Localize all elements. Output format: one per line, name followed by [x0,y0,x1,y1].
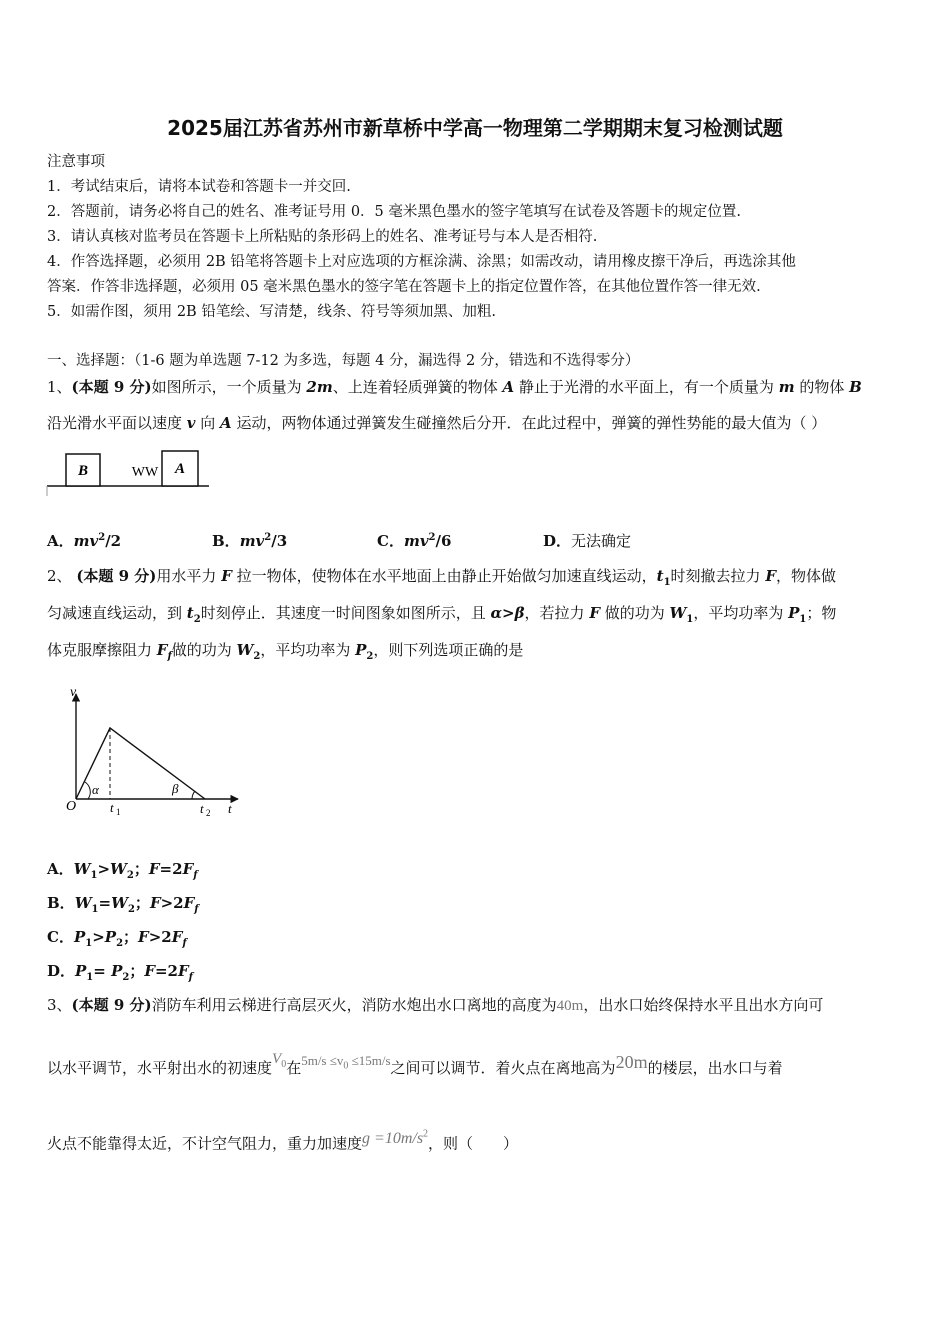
notice-item: 3．请认真核对监考员在答题卡上所粘贴的条形码上的姓名、准考证号与本人是否相符. [47,229,598,245]
q2-force: F [221,567,232,585]
q2-text: ，若拉力 [524,604,590,622]
spring: WW [131,465,159,480]
q2-text: ，平均功率为 [693,604,789,622]
notice-item: 答案．作答非选择题，必须用 05 毫米黑色墨水的签字笔在答题卡上的指定位置作答，在其他位置作答一律无效. [47,279,761,295]
q2-option-a[interactable]: A．$W_1>W_2$；$F=2F_f$ [47,860,198,881]
q3-gravity: g =10m/s [362,1130,424,1148]
q2-power: P [355,641,367,659]
q2-work: W [669,604,687,622]
q3-range: 5m/s ≤v [301,1053,344,1068]
q3-range-sub: 0 [343,1060,349,1072]
q2-text: ，平均功率为 [260,641,356,659]
q2-sub: 1 [799,614,807,625]
q3-line2 [47,1051,783,1085]
q3-gravity-sup: 2 [423,1129,429,1140]
q3-text: 消防车利用云梯进行高层灭火，消防水炮出水口离地的高度为 [151,996,557,1014]
q2-option-d[interactable]: D．$P_1= P_2$；$F=2F_f$ [47,962,193,983]
t1-sub: 1 [116,807,121,817]
q2-time: t [656,567,664,585]
origin-label: O [66,799,77,814]
q1-tag: (本题 9 分) [71,378,152,396]
q2-option-c[interactable]: C．$P_1>P_2$；$F>2F_f$ [47,928,187,949]
q2-text: 匀减速直线运动，到 [47,604,187,622]
option-sup: 2 [428,532,436,543]
q2-text: ；物 [806,604,837,622]
q1-text: 向 [195,414,221,432]
q1-body-b: B [849,378,862,396]
q1-option-c[interactable] [377,530,451,551]
q1-text: 的物体 [794,378,850,396]
notice-item: 4．作答选择题，必须用 2B 铅笔将答题卡上对应选项的方框涂满、涂黑；如需改动，请用橡皮擦干净后，再选涂其他 [47,254,796,270]
q2-time: t [186,604,194,622]
t2-sub: 2 [206,808,211,818]
q1-text: 运动，两物体通过弹簧发生碰撞然后分开．在此过程中，弹簧的弹性势能的最大值为（ ） [231,414,827,432]
alpha-arc [85,782,90,799]
q2-force: F [765,567,776,585]
q2-sub: f [167,651,172,662]
q3-height: 40m [556,998,584,1014]
q1-option-d[interactable] [543,530,631,551]
q2-tag: (本题 9 分) [76,567,157,585]
option-label: D． [543,532,572,550]
t1-label: t [110,800,114,815]
page-title: 2025届江苏省苏州市新草桥中学高一物理第二学期期末复习检测试题 [167,116,783,140]
q3-number: 3、 [47,996,72,1014]
q2-line1 [47,566,836,593]
option-tail: /3 [271,532,288,550]
block-b-label: B [77,463,89,479]
v-label: v [70,685,77,700]
q1-number: 1、 [47,378,72,396]
notice-item: 1．考试结束后，请将本试卷和答题卡一并交回. [47,179,351,195]
q2-text: 时刻停止．其速度一时间图象如图所示，且 [200,604,491,622]
q1-option-a[interactable] [47,530,121,551]
q2-line2 [47,603,836,630]
q3-line3 [47,1130,518,1154]
q1-text: 静止于光滑的水平面上，有一个质量为 [514,378,779,396]
q2-vt-graph [60,682,250,822]
q2-force: F [589,604,600,622]
q1-line1 [47,377,862,397]
q1-figure [44,446,214,498]
q1-mass-m: m [778,378,795,396]
notice-heading: 注意事项 [47,154,105,170]
option-expr: mv [239,532,265,550]
q1-mass-2m: 2m [306,378,333,396]
q3-line1 [47,995,823,1016]
option-sup: 2 [264,532,272,543]
alpha-label: α [92,782,99,797]
q2-sub: 1 [663,577,671,588]
section-heading: 一、选择题：（1-6 题为单选题 7-12 为多选，每题 4 分，漏选得 2 分，错选和不选得零分） [47,353,640,369]
q2-text: ，则下列选项正确的是 [373,641,524,659]
q1-line2 [47,413,826,433]
q3-v0: V [272,1051,282,1067]
option-expr: mv [73,532,99,550]
q3-text: 在 [286,1059,302,1077]
notice-item: 2．答题前，请务必将自己的姓名、准考证号用 0．5 毫米黑色墨水的签字笔填写在试卷及答题卡的规定位置. [47,204,741,220]
q2-sub: 2 [253,651,261,662]
q3-v0-sub: 0 [281,1059,287,1070]
option-label: C． [377,532,404,550]
q2-text: 做的功为 [171,641,237,659]
q3-tag: (本题 9 分) [71,996,152,1014]
q2-text: ，物体做 [775,567,836,585]
q2-text: 体克服摩擦阻力 [47,641,157,659]
q3-text: 以水平调节，水平射出水的初速度 [47,1059,273,1077]
t-axis-label: t [228,801,232,816]
q3-text: 之间可以调节．着火点在离地高为 [390,1059,616,1077]
beta-arc [192,791,195,799]
q2-angles: α>β [490,604,525,622]
q2-text: 拉一物体，使物体在水平地面上由静止开始做匀加速直线运动， [231,567,657,585]
q1-velocity: v [186,414,196,432]
option-tail: /6 [435,532,452,550]
option-label: A． [47,532,74,550]
q2-sub: 1 [686,614,694,625]
q2-text: 做的功为 [599,604,670,622]
q3-text: ，出水口始终保持水平且出水方向可 [583,996,824,1014]
q1-text: 如图所示，一个质量为 [151,378,307,396]
q2-sub: 2 [193,614,201,625]
q2-option-b[interactable]: B．$W_1=W_2$；$F>2F_f$ [47,894,199,915]
q2-friction: F [156,641,168,659]
q2-text: 时刻撤去拉力 [670,567,766,585]
notice-item: 5．如需作图，须用 2B 铅笔绘、写清楚，线条、符号等须加黑、加粗. [47,304,496,320]
q2-text: 用水平力 [156,567,222,585]
option-expr: 无法确定 [571,532,632,550]
option-sup: 2 [98,532,106,543]
q1-option-b[interactable] [212,530,287,551]
q2-number: 2、 [47,567,72,585]
option-expr: mv [403,532,429,550]
q2-line3 [47,640,523,667]
q2-power: P [788,604,800,622]
option-label: B． [212,532,240,550]
q1-text: 沿光滑水平面以速度 [47,414,187,432]
q2-sub: 2 [366,651,374,662]
q1-body-a: A [502,378,515,396]
q2-work: W [236,641,254,659]
beta-label: β [172,781,179,796]
q3-text: ，则（ ） [428,1134,519,1153]
option-tail: /2 [105,532,122,550]
q3-text: 火点不能靠得太近，不计空气阻力，重力加速度 [47,1134,363,1153]
q3-range-upper: ≤15m/s [348,1053,391,1068]
block-a-label: A [174,461,186,477]
q1-body-a: A [220,414,232,432]
t2-label: t [200,801,204,816]
q3-height2: 20m [615,1052,648,1072]
q1-text: 、上连着轻质弹簧的物体 [332,378,503,396]
q3-text: 的楼层，出水口与着 [647,1059,783,1077]
